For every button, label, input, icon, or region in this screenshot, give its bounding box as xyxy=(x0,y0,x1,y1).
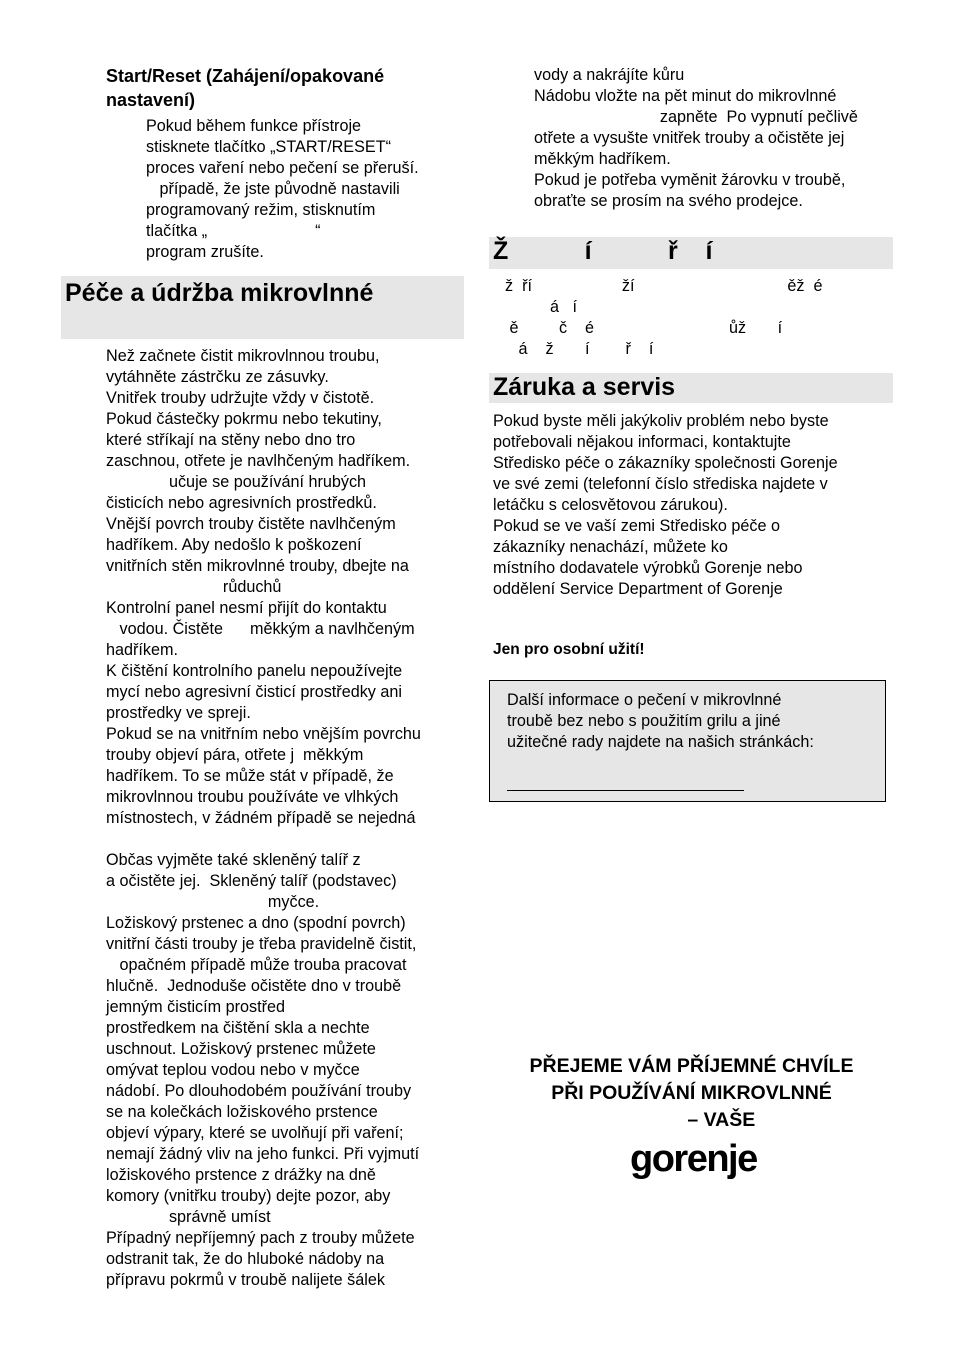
text-line: nádobí. Po dlouhodobém používání trouby xyxy=(106,1082,412,1100)
start-reset-heading-line-1: Start/Reset (Zahájení/opakované xyxy=(106,66,385,86)
text-line: místnostech, v žádném případě se nejedná xyxy=(106,809,416,827)
closing-line: PŘI POUŽÍVÁNÍ MIKROVLNNÉ xyxy=(551,1082,832,1104)
text-line: oddělení Service Department of Gorenje xyxy=(493,580,783,598)
text-line: jemným čisticím prostřed xyxy=(106,998,285,1016)
text-line: komory (vnitřku trouby) dejte pozor, aby xyxy=(106,1187,391,1205)
info-box-underline xyxy=(507,790,744,791)
text-line: á í xyxy=(505,298,577,316)
text-line: myčce. xyxy=(106,893,320,911)
text-line: učuje se používání hrubých xyxy=(106,473,367,491)
text-line: á ž í ř í xyxy=(505,340,654,358)
text-line: Pokud je potřeba vyměnit žárovku v troubě, xyxy=(534,171,846,189)
text-line: ě č é ůž í xyxy=(505,319,783,337)
text-line: Pokud se ve vaší zemi Středisko péče o xyxy=(493,517,781,535)
text-line: Ložiskový prstenec a dno (spodní povrch) xyxy=(106,914,406,932)
text-line: otřete a vysušte vnitřek trouby a očistěte jej xyxy=(534,129,845,147)
personal-use-note: Jen pro osobní užití! xyxy=(493,641,645,658)
text-line: Pokud se na vnitřním nebo vnějším povrchu xyxy=(106,725,421,743)
text-line: odstranit tak, že do hluboké nádoby na xyxy=(106,1250,385,1268)
text-line: hadříkem. To se může stát v případě, že xyxy=(106,767,394,785)
text-line: Vnitřek trouby udržujte vždy v čistotě. xyxy=(106,389,375,407)
text-line: Než začnete čistit mikrovlnnou troubu, xyxy=(106,347,380,365)
text-line: ve své zemi (telefonní číslo střediska najdete v xyxy=(493,475,828,493)
text-line: prostředkem na čištění skla a nechte xyxy=(106,1019,370,1037)
text-line: letáčku s celosvětovou zárukou). xyxy=(493,496,728,514)
text-line: vnitřní části trouby je třeba pravidelně čistit, xyxy=(106,935,417,953)
text-line: programovaný režim, stisknutím xyxy=(146,201,376,219)
text-line: vnitřních stěn mikrovlnné trouby, dbejte na xyxy=(106,557,409,575)
text-line: Pokud byste měli jakýkoliv problém nebo byste xyxy=(493,412,829,430)
text-line: hlučně. Jednoduše očistěte dno v troubě xyxy=(106,977,402,995)
text-line: uschnout. Ložiskový prstenec můžete xyxy=(106,1040,376,1058)
text-line: vody a nakrájíte kůru xyxy=(534,66,685,84)
text-line: Další informace o pečení v mikrovlnné xyxy=(507,691,782,709)
closing-line: PŘEJEME VÁM PŘÍJEMNÉ CHVÍLE xyxy=(529,1055,854,1077)
closing-line: – VAŠE xyxy=(627,1109,756,1131)
text-line: potřebovali nějakou informaci, kontaktujte xyxy=(493,433,791,451)
env-heading: Ž í ř í xyxy=(493,237,713,265)
text-line: Pokud během funkce přístroje xyxy=(146,117,362,135)
warranty-heading: Záruka a servis xyxy=(493,373,676,401)
text-line: Občas vyjměte také skleněný talíř z xyxy=(106,851,361,869)
text-line: které stříkají na stěny nebo dno tro xyxy=(106,431,356,449)
text-line: program zrušíte. xyxy=(146,243,264,261)
text-line: objeví výpary, které se uvolňují při vaření; xyxy=(106,1124,404,1142)
text-line: mikrovlnnou troubu používáte ve vlhkých xyxy=(106,788,399,806)
text-line: vodou. Čistěte měkkým a navlhčeným xyxy=(106,620,415,638)
text-line: trouby objeví pára, otřete j měkkým xyxy=(106,746,364,764)
care-heading: Péče a údržba mikrovlnné xyxy=(65,279,374,307)
gorenje-logo: gorenje xyxy=(630,1138,757,1180)
text-line: troubě bez nebo s použitím grilu a jiné xyxy=(507,712,781,730)
text-line: zákazníky nenachází, můžete ko xyxy=(493,538,728,556)
text-line: růduchů xyxy=(106,578,282,596)
text-line: obraťte se prosím na svého prodejce. xyxy=(534,192,803,210)
text-line: vytáhněte zástrčku ze zásuvky. xyxy=(106,368,329,386)
text-line: zapněte Po vypnutí pečlivě xyxy=(534,108,858,126)
text-line: místního dodavatele výrobků Gorenje nebo xyxy=(493,559,803,577)
start-reset-heading-line-2: nastavení) xyxy=(106,90,196,110)
text-line: Vnější povrch trouby čistěte navlhčeným xyxy=(106,515,396,533)
text-line: opačném případě může trouba pracovat xyxy=(106,956,407,974)
text-line: případě, že jste původně nastavili xyxy=(146,180,400,198)
text-line: hadříkem. xyxy=(106,641,178,659)
text-line: správně umíst xyxy=(106,1208,271,1226)
text-line: měkkým hadříkem. xyxy=(534,150,671,168)
text-line: stisknete tlačítko „START/RESET“ xyxy=(146,138,391,156)
text-line: Pokud částečky pokrmu nebo tekutiny, xyxy=(106,410,382,428)
text-line: tlačítka „ “ xyxy=(146,222,321,240)
text-line: Kontrolní panel nesmí přijít do kontaktu xyxy=(106,599,387,617)
text-line: se na kolečkách ložiskového prstence xyxy=(106,1103,378,1121)
text-line: čisticích nebo agresivních prostředků. xyxy=(106,494,377,512)
text-line: ž ří ží ěž é xyxy=(505,277,823,295)
text-line: přípravu pokrmů v troubě nalijete šálek xyxy=(106,1271,385,1289)
text-line: zaschnou, otřete je navlhčeným hadříkem. xyxy=(106,452,411,470)
text-line: mycí nebo agresivní čisticí prostředky ani xyxy=(106,683,402,701)
text-line: prostředky ve spreji. xyxy=(106,704,251,722)
text-line: Středisko péče o zákazníky společnosti Gorenje xyxy=(493,454,838,472)
text-line: a očistěte jej. Skleněný talíř (podstavec) xyxy=(106,872,397,890)
text-line: Nádobu vložte na pět minut do mikrovlnné xyxy=(534,87,837,105)
text-line: užitečné rady najdete na našich stránkách: xyxy=(507,733,814,751)
text-line: ložiskového prstence z drážky na dně xyxy=(106,1166,376,1184)
text-line: K čištění kontrolního panelu nepoužívejte xyxy=(106,662,403,680)
text-line: omývat teplou vodou nebo v myčce xyxy=(106,1061,360,1079)
text-line: Případný nepříjemný pach z trouby můžete xyxy=(106,1229,415,1247)
text-line: hadříkem. Aby nedošlo k poškození xyxy=(106,536,362,554)
text-line: nemají žádný vliv na jeho funkci. Při vyjmutí xyxy=(106,1145,420,1163)
text-line: proces vaření nebo pečení se přeruší. xyxy=(146,159,419,177)
